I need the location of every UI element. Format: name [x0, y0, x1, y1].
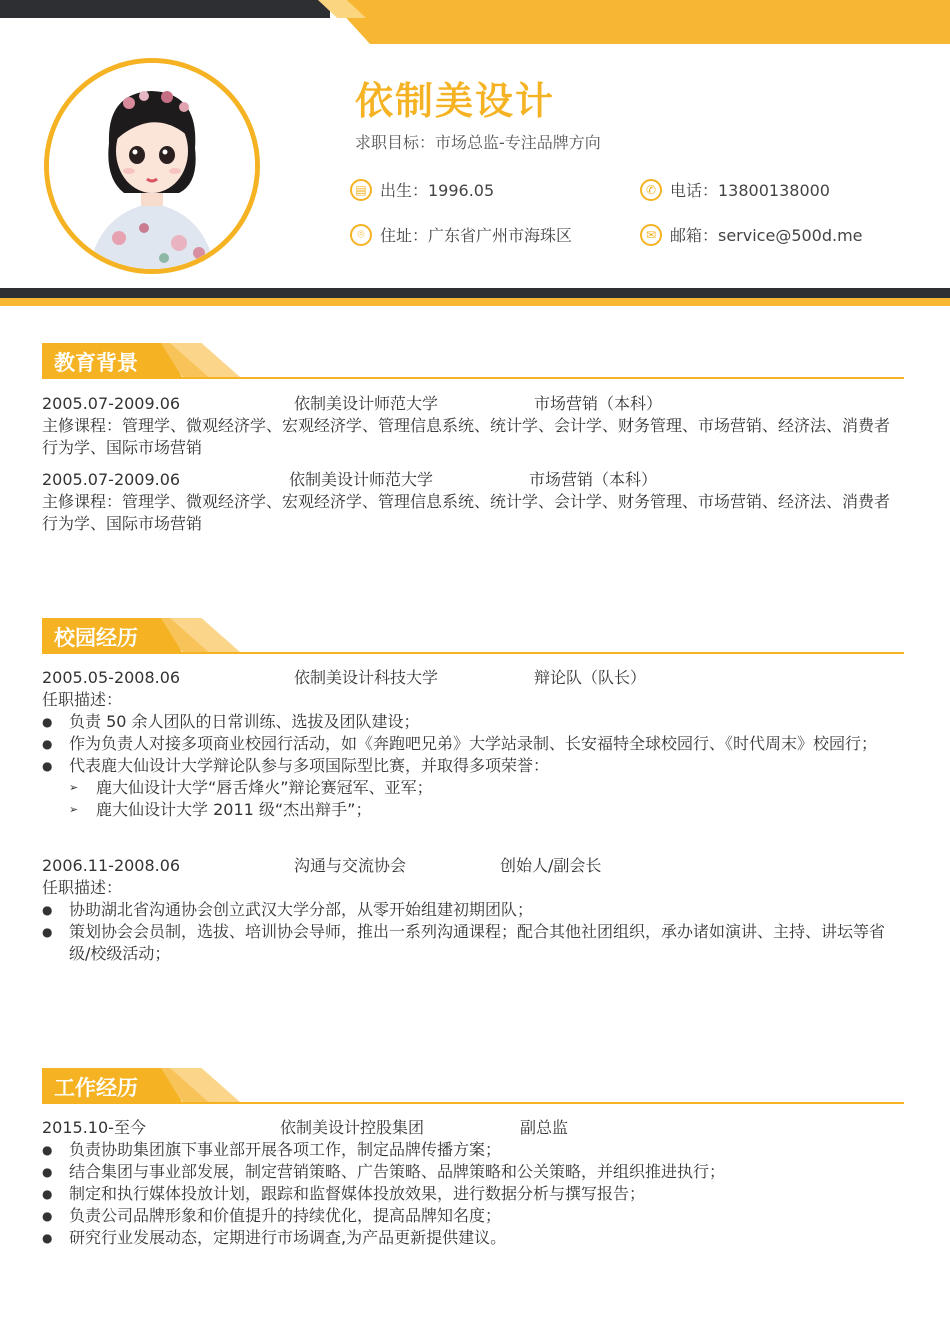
campus-date: 2006.11-2008.06: [42, 856, 181, 875]
list-item: ● 研究行业发展动态，定期进行市场调查,为产品更新提供建议。: [42, 1227, 904, 1249]
address-text: 住址：广东省广州市海珠区: [380, 226, 573, 245]
avatar-illustration: [49, 63, 255, 269]
list-item: ● 策划协会会员制，选拔、培训协会导师，推出一系列沟通课程；配合其他社团组织，承办诸如演讲、主持、讲坛等省级/校级活动；: [42, 921, 904, 965]
campus-org: 依制美设计科技大学: [294, 668, 439, 687]
section-title: 校园经历: [54, 626, 138, 650]
birth-info: [350, 178, 494, 201]
list-item: ● 负责协助集团旗下事业部开展各项工作，制定品牌传播方案；: [42, 1139, 904, 1161]
phone-text: 电话：13800138000: [670, 181, 830, 200]
work-role: 副总监: [520, 1118, 569, 1137]
birth-text: 出生：1996.05: [380, 181, 495, 200]
edu-courses: 主修课程：管理学、微观经济学、宏观经济学、管理信息系统、统计学、会计学、财务管理、市场营销、经济法、消费者行为学、国际市场营销: [42, 416, 891, 457]
section-header-campus: [0, 618, 950, 654]
edu-date: 2005.07-2009.06: [42, 394, 181, 413]
campus-entry: [42, 855, 904, 965]
work-entry: [42, 1117, 904, 1249]
email-info: [640, 223, 863, 246]
address-info: [350, 223, 572, 246]
mail-icon: ✉: [640, 224, 662, 246]
desc-label: 任职描述：: [42, 690, 123, 709]
email-text: 邮箱：service@500d.me: [670, 226, 863, 245]
candidate-name: 依制美设计: [355, 79, 556, 123]
sub-list-item: ➢ 鹿大仙设计大学 2011 级“杰出辩手”；: [69, 799, 904, 821]
location-pin-icon: ⌾: [350, 224, 372, 246]
list-item: ● 负责 50 余人团队的日常训练、选拔及团队建设；: [42, 711, 904, 733]
desc-label: 任职描述：: [42, 878, 123, 897]
list-item: ● 制定和执行媒体投放计划，跟踪和监督媒体投放效果，进行数据分析与撰写报告；: [42, 1183, 904, 1205]
section-title: 工作经历: [54, 1076, 138, 1100]
sub-list-item: ➢ 鹿大仙设计大学“唇舌烽火”辩论赛冠军、亚军；: [69, 777, 904, 799]
header-divider-dark: [0, 288, 950, 298]
campus-org: 沟通与交流协会: [294, 856, 407, 875]
phone-info: [640, 178, 830, 201]
edu-major: 市场营销（本科）: [529, 470, 658, 489]
edu-school: 依制美设计师范大学: [294, 394, 439, 413]
campus-date: 2005.05-2008.06: [42, 668, 181, 687]
top-accent-band: [330, 0, 950, 44]
section-title: 教育背景: [54, 351, 138, 375]
work-company: 依制美设计控股集团: [280, 1118, 425, 1137]
list-item: ● 负责公司品牌形象和价值提升的持续优化，提高品牌知名度；: [42, 1205, 904, 1227]
edu-date: 2005.07-2009.06: [42, 470, 181, 489]
section-header-education: [0, 343, 950, 379]
section-header-work: [0, 1068, 950, 1104]
header-divider-accent: [0, 298, 950, 306]
edu-school: 依制美设计师范大学: [289, 470, 434, 489]
id-card-icon: ▤: [350, 179, 372, 201]
avatar: [44, 58, 260, 274]
list-item: ● 作为负责人对接多项商业校园行活动，如《奔跑吧兄弟》大学站录制、长安福特全球校园行、《时代周末》校园行；: [42, 733, 904, 755]
campus-role: 辩论队（队长）: [534, 668, 647, 687]
campus-entry: [42, 667, 904, 821]
education-entry: [42, 393, 904, 459]
list-item: ● 代表鹿大仙设计大学辩论队参与多项国际型比赛，并取得多项荣誉：: [42, 755, 904, 777]
list-item: ● 协助湖北省沟通协会创立武汉大学分部，从零开始组建初期团队；: [42, 899, 904, 921]
job-target: 求职目标：市场总监-专注品牌方向: [355, 133, 601, 152]
phone-icon: ✆: [640, 179, 662, 201]
list-item: ● 结合集团与事业部发展，制定营销策略、广告策略、品牌策略和公关策略，并组织推进执行；: [42, 1161, 904, 1183]
work-date: 2015.10-至今: [42, 1118, 146, 1137]
edu-major: 市场营销（本科）: [534, 394, 663, 413]
education-entry: [42, 469, 904, 535]
edu-courses: 主修课程：管理学、微观经济学、宏观经济学、管理信息系统、统计学、会计学、财务管理、市场营销、经济法、消费者行为学、国际市场营销: [42, 492, 891, 533]
campus-role: 创始人/副会长: [500, 856, 602, 875]
top-dark-band: [0, 0, 330, 18]
